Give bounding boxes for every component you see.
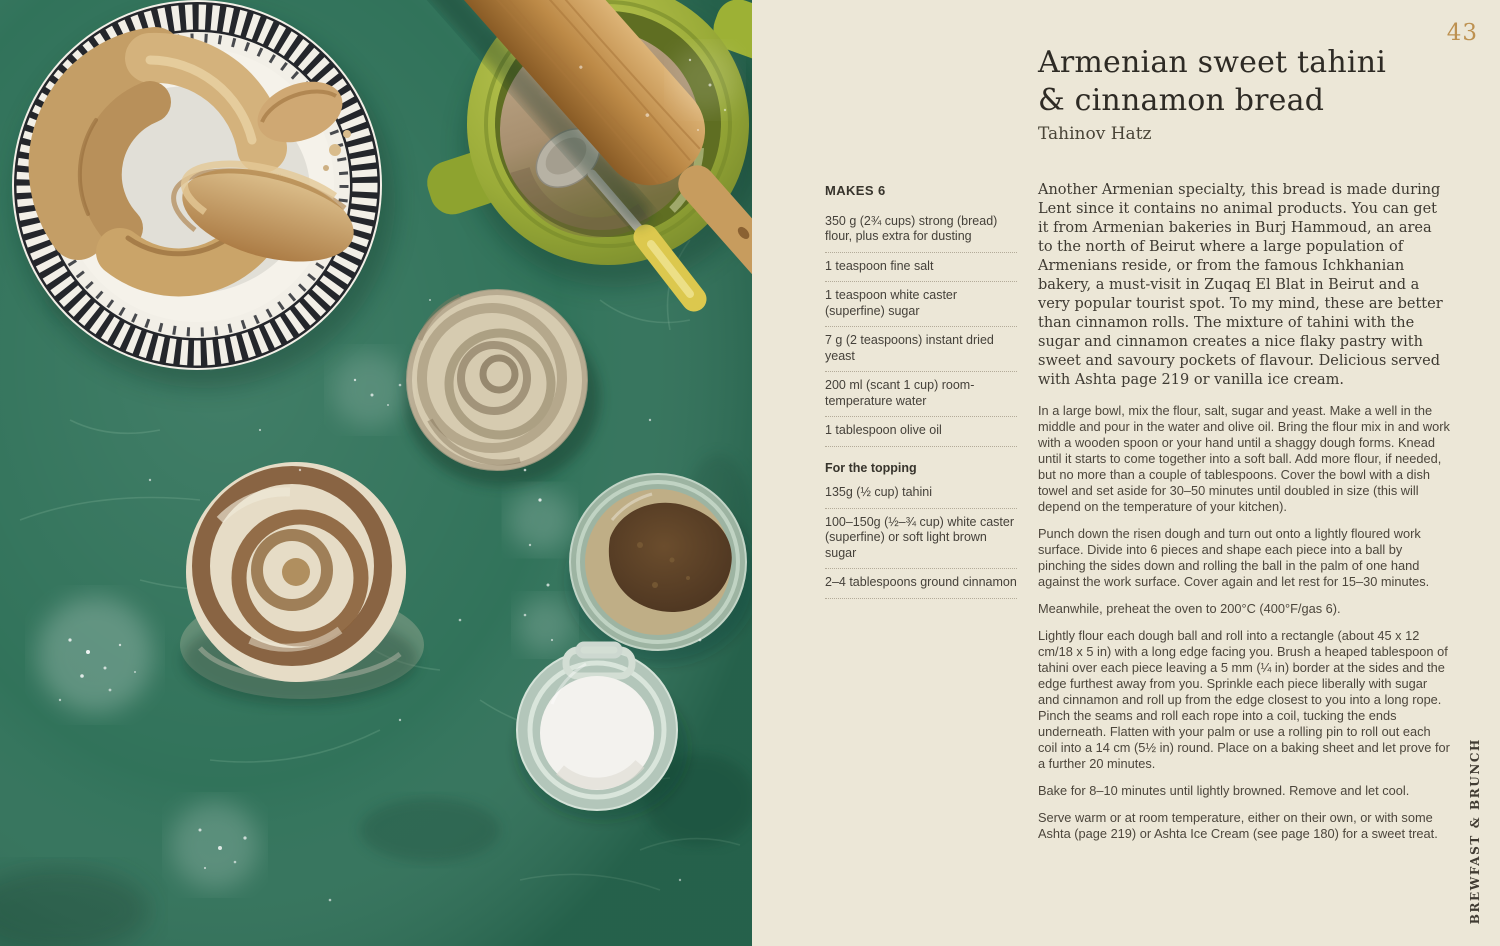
title-line-1: Armenian sweet tahini [1038,45,1387,80]
ingredient-item: 1 teaspoon fine salt [825,253,1017,283]
topping-item: 2–4 tablespoons ground cinnamon [825,569,1017,599]
method-paragraph: Bake for 8–10 minutes until lightly browned. Remove and let cool. [1038,783,1410,798]
recipe-title [1038,44,1386,120]
ingredient-item: 200 ml (scant 1 cup) room-temperature water [825,372,1017,417]
ingredient-item: 1 tablespoon olive oil [825,417,1017,447]
ingredients-column [825,183,1017,599]
ingredient-item: 1 teaspoon white caster (superfine) sugar [825,282,1017,327]
intro-paragraph: Another Armenian specialty, this bread is made during Lent since it contains no animal products. You can get it from Armenian bakeries in Burj Hammoud, an area to the north of Beirut where a large population of Armenians reside, or from the famous Ichkhanian bakery, a must-visit in Zuqaq El Blat in Beirut and a very popular tourist spot. To my mind, these are better than cinnamon rolls. The mixture of tahini with the sugar and cinnamon creates a nice flaky pastry with sweet and savoury pockets of flavour. Delicious served with Ashta page 219 or vanilla ice cream. [1038,182,1443,388]
method-paragraph: In a large bowl, mix the flour, salt, sugar and yeast. Make a well in the middle and pour in the water and olive oil. Bring the flour mix in and work with a wooden spoon or your hand until a shaggy dough forms. Knead until it starts to come together into a soft ball. Add more flour, if needed, but no more than a couple of tablespoons. Cover the bowl with a dish towel and set aside for 30–50 minutes until doubled in size (this will depend on the temperature of your kitchen). [1038,403,1450,514]
method-paragraph: Serve warm or at room temperature, either on their own, or with some Ashta (page 219) or Ashta Ice Cream (see page 180) for a sweet treat. [1038,810,1438,841]
method-column [1038,181,1450,853]
chapter-label: BREWFAST & BRUNCH [1468,737,1482,924]
topping-heading: For the topping [825,460,917,475]
method-paragraph: Punch down the risen dough and turn out onto a lightly floured work surface. Divide into 6 pieces and shape each piece into a ball by pinching the sides down and rolling the ball in the palm of one hand against the work surface. Cover again and let rest for 15–30 minutes. [1038,526,1430,589]
topping-item: 135g (½ cup) tahini [825,479,1017,509]
right-page [752,0,1500,946]
method-paragraph: Meanwhile, preheat the oven to 200°C (400°F/gas 6). [1038,601,1341,616]
ingredient-item: 350 g (2¾ cups) strong (bread) flour, plus extra for dusting [825,208,1017,253]
topping-item: 100–150g (½–¾ cup) white caster (superfine) or soft light brown sugar [825,509,1017,570]
recipe-subtitle: Tahinov Hatz [1038,124,1152,144]
title-line-2: & cinnamon bread [1038,83,1325,118]
method-paragraph: Lightly flour each dough ball and roll into a rectangle (about 45 x 12 cm/18 x 5 in) with a long edge facing you. Brush a heaped tablespoon of tahini over each piece leaving a 5 mm (¼ in) border at the sides and the edge furthest away from you. Sprinkle each piece liberally with sugar and cinnamon and roll up from the edge closest to you into a long rope. Pinch the seams and roll each rope into a coil, tucking the ends underneath. Flatten with your palm or use a rolling pin to roll out each coil into a 14 cm (5½ in) round. Place on a baking sheet and let prove for a further 20 minutes. [1038,628,1450,771]
yield-label: MAKES 6 [825,183,886,198]
ingredient-item: 7 g (2 teaspoons) instant dried yeast [825,327,1017,372]
page-number: 43 [1446,20,1478,46]
